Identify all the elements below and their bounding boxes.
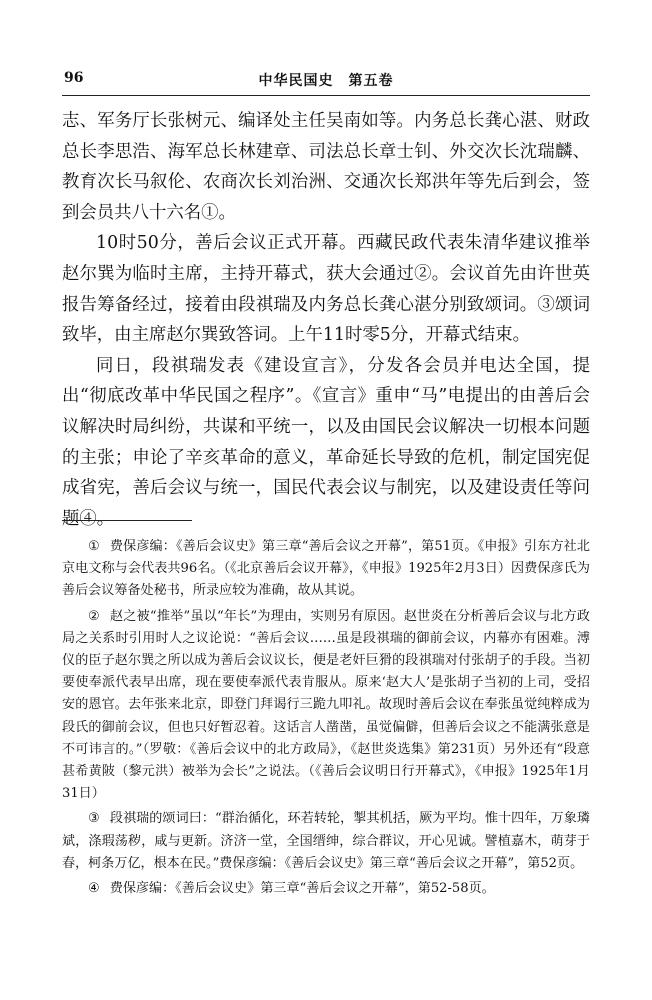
footnote-marker: ① [88,539,100,554]
footnote-2 [62,606,590,806]
footnote-text: 段祺瑞的颂词曰：“群治循化，环若转轮，掣其机括，厥为平均。惟十四年，万象璘斌，涤瑕荡秽，咸与更新。济济一堂，全国缙绅，综合群议，开心见诚。譬植嘉木，萌芽于春，柯条万亿，根本在民。”费保彦编：《善后会议史》第三章“善后会议之开幕”，第52页。 [62,811,590,871]
footnote-text: 费保彦编：《善后会议史》第三章“善后会议之开幕”，第52-58页。 [109,881,495,897]
footnote-text: 费保彦编：《善后会议史》第三章“善后会议之开幕”，第51页。《申报》引东方社北京电文称与会代表共96名。（《北京善后会议开幕》，《申报》1925年2月3日）因费保彦氏为善后会议筹备处秘书，所录应较为准确，故从其说。 [62,539,590,599]
footnotes [62,536,590,903]
footnote-rule [62,520,192,521]
page-number: 96 [64,70,84,86]
footnote-marker: ② [88,608,100,624]
running-title: 中华民国史 第五卷 [258,73,394,89]
page-header [62,70,590,94]
footnote-marker: ④ [88,881,100,897]
paragraph-2: 10时50分，善后会议正式开幕。西藏民政代表朱清华建议推举赵尔巽为临时主席，主持开幕式，获大会通过②。会议首先由许世英报告筹备经过，接着由段祺瑞及内务总长龚心湛分别致颂词。③颂词致毕，由主席赵尔巽致答词。上午11时零5分，开幕式结束。 [62,233,590,346]
footnote-text: 赵之被“推举”虽以“年长”为理由，实则另有原因。赵世炎在分析善后会议与北方政局之关系时引用时人之议论说：“善后会议……虽是段祺瑞的御前会议，内幕亦有困难。溥仪的臣子赵尔巽之所以成为善后会议议长，便是老奸巨猾的段祺瑞对付张胡子的手段。当初要使奉派代表早出席，现在要使奉派代表肯服从。原来‘赵大人’是张胡子当初的上司，受招安的恩官。去年张来北京，即登门拜谒行三跪九叩礼。故现时善后会议在奉张虽觉纯粹成为段氏的御前会议，但也只好暂忍着。这话言人凿凿，虽觉偏僻，但善后会议之不能满张意是不可讳言的。”（罗敬：《善后会议中的北方政局》，《赵世炎选集》第231页）另外还有“段意甚希黄陂（黎元洪）被举为会长”之说法。（《善后会议明日行开幕式》，《申报》1925年1月31日） [62,608,590,802]
body-text [62,106,590,534]
paragraph-1: 志、军务厅长张树元、编译处主任吴南如等。内务总长龚心湛、财政总长李思浩、海军总长林建章、司法总长章士钊、外交次长沈瑞麟、教育次长马叙伦、农商次长刘治洲、交通次长郑洪年等先后到会，签到会员共八十六名①。 [62,111,590,223]
header-rule [62,95,590,96]
footnote-1 [62,536,590,603]
paragraph-3: 同日，段祺瑞发表《建设宣言》，分发各会员并电达全国，提出“彻底改革中华民国之程序”。《宣言》重申“马”电提出的由善后会议解决时局纠纷，共谋和平统一，以及由国民会议解决一切根本问题的主张；申论了辛亥革命的意义，革命延长导致的危机，制定国宪促成省宪，善后会议与统一，国民代表会议与制宪，以及建设责任等问题④。 [62,355,590,529]
footnote-4 [62,878,590,900]
footnote-3 [62,808,590,875]
footnote-marker: ③ [88,811,100,827]
